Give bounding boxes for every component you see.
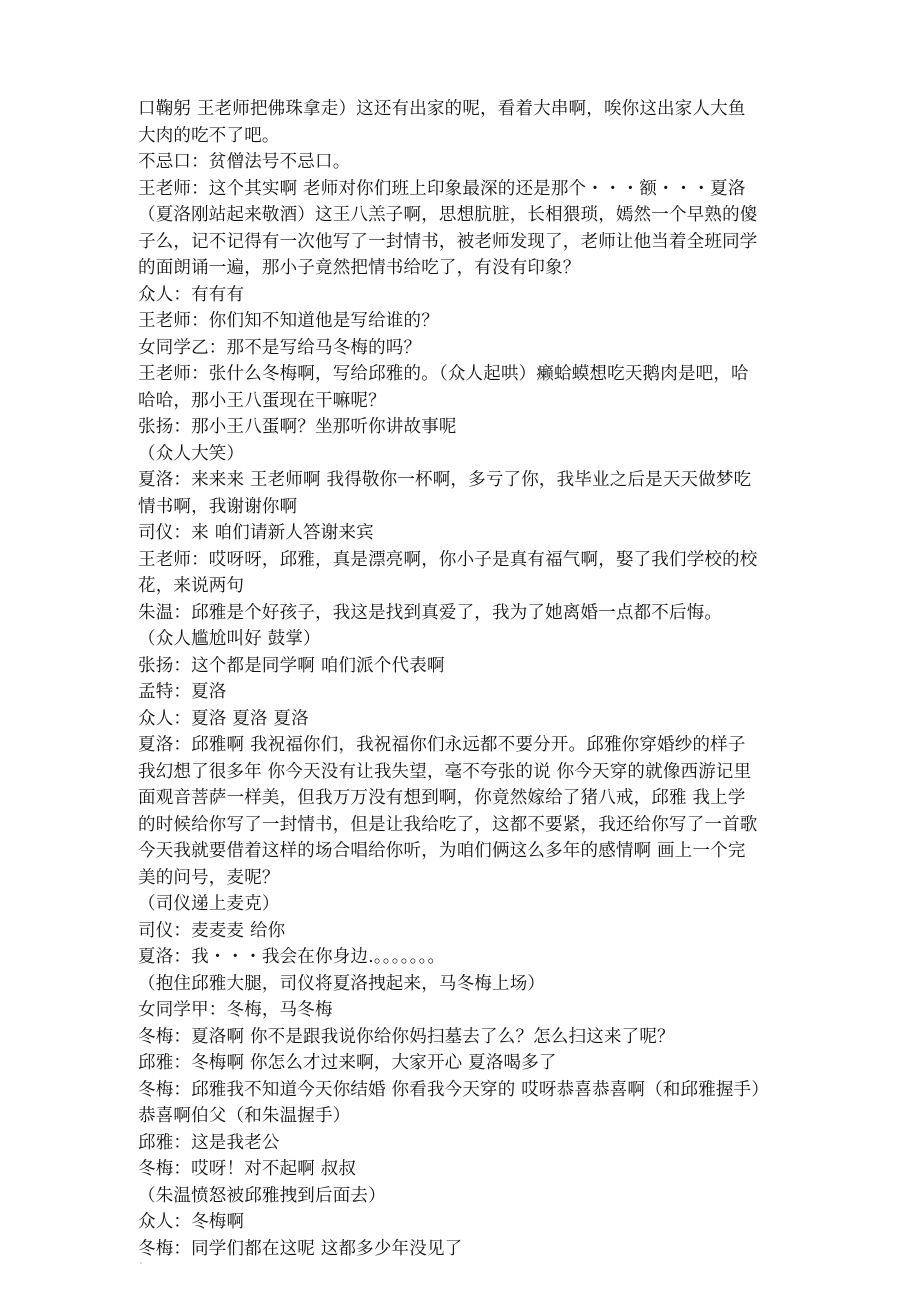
script-line: 我幻想了很多年 你今天没有让我失望，毫不夸张的说 你今天穿的就像西游记里 [138, 761, 752, 782]
script-line: （众人大笑） [138, 443, 245, 464]
script-line: 冬梅：邱雅我不知道今天你结婚 你看我今天穿的 哎呀恭喜恭喜啊（和邱雅握手） [138, 1079, 770, 1100]
script-line: 众人：冬梅啊 [138, 1212, 245, 1232]
script-line: 邱雅：这是我老公 [138, 1132, 280, 1153]
script-line: 女同学甲：冬梅，马冬梅 [138, 1000, 333, 1020]
script-line: 面观音菩萨一样美，但我万万没有想到啊，你竟然嫁给了猪八戒，邱雅 我上学 [138, 788, 746, 808]
script-line: 今天我就要借着这样的场合唱给你听，为咱们俩这么多年的感情啊 画上一个完 [138, 841, 746, 861]
script-line: 的面朗诵一遍，那小子竟然把情书给吃了，有没有印象？ [138, 258, 581, 278]
script-line: 冬梅：夏洛啊 你不是跟我说你给你妈扫墓去了么？怎么扫这来了呢？ [138, 1026, 675, 1047]
script-line: 王老师：张什么冬梅啊，写给邱雅的。（众人起哄）癞蛤蟆想吃天鹅肉是吧，哈 [138, 364, 749, 384]
script-line: 恭喜啊伯父（和朱温握手） [138, 1106, 351, 1126]
script-line: 王老师：哎呀呀，邱雅，真是漂亮啊，你小子是真有福气啊，娶了我们学校的校 [138, 549, 758, 570]
script-line: 夏洛：来来来 王老师啊 我得敬你一杯啊，多亏了你，我毕业之后是天天做梦吃 [138, 470, 752, 490]
script-line: 王老师：这个其实啊 老师对你们班上印象最深的还是那个・・・额・・・夏洛 [138, 178, 746, 199]
script-line: 子么，记不记得有一次他写了一封情书，被老师发现了，老师让他当着全班同学 [138, 231, 758, 252]
script-line: 夏洛：我・・・我会在你身边.。。。。。。。 [138, 947, 446, 967]
script-line: 众人：有有有 [138, 284, 245, 305]
script-line: 冬梅：同学们都在这呢 这都多少年没见了 [138, 1238, 463, 1259]
script-line: 不忌口：贫僧法号不忌口。 [138, 152, 351, 172]
script-line: （抱住邱雅大腿，司仪将夏洛拽起来，马冬梅上场） [138, 973, 546, 994]
script-line: 王老师：你们知不知道他是写给谁的？ [138, 311, 439, 331]
script-line: 邱雅：冬梅啊 你怎么才过来啊，大家开心 夏洛喝多了 [138, 1053, 557, 1073]
script-line: 女同学乙：那不是写给马冬梅的吗？ [138, 337, 422, 358]
document-page [138, 96, 808, 1262]
script-line: 冬梅：哎呀！对不起啊 叔叔 [138, 1159, 357, 1179]
script-line: 美的问号，麦呢？ [138, 867, 280, 888]
script-line: （夏洛刚站起来敬酒）这王八羔子啊，思想肮脏，长相猥琐，嫣然一个早熟的傻 [138, 205, 758, 225]
script-line: 哈哈，那小王八蛋现在干嘛呢？ [138, 390, 386, 411]
script-line: 孟特：夏洛 [138, 682, 227, 702]
script-line: 众人：夏洛 夏洛 夏洛 [138, 708, 309, 729]
script-line: （众人尴尬叫好 鼓掌） [138, 629, 321, 649]
script-line: 朱温：邱雅是个好孩子，我这是找到真爱了，我为了她离婚一点都不后悔。 [138, 602, 723, 623]
script-line: 口鞠躬 王老师把佛珠拿走）这还有出家的呢，看着大串啊，唉你这出家人大鱼 [138, 99, 746, 119]
script-line: 情书啊，我谢谢你啊 [138, 496, 298, 517]
script-line: 大肉的吃不了吧。 [138, 125, 280, 146]
script-line: 夏洛：邱雅啊 我祝福你们，我祝福你们永远都不要分开。邱雅你穿婚纱的样子 [138, 735, 746, 755]
script-line: 张扬：这个都是同学啊 咱们派个代表啊 [138, 655, 445, 676]
script-line: 花，来说两句 [138, 576, 245, 596]
script-line: 张扬：那小王八蛋啊？坐那听你讲故事呢 [138, 417, 457, 437]
page-mark [140, 1262, 142, 1264]
script-line: 司仪：来 咱们请新人答谢来宾 [138, 523, 374, 543]
script-line: 司仪：麦麦麦 给你 [138, 920, 286, 941]
script-line: （司仪递上麦克） [138, 894, 280, 914]
script-line: 的时候给你写了一封情书，但是让我给吃了，这都不要紧，我还给你写了一首歌 [138, 814, 758, 835]
script-line: （朱温愤怒被邱雅拽到后面去） [138, 1185, 386, 1206]
